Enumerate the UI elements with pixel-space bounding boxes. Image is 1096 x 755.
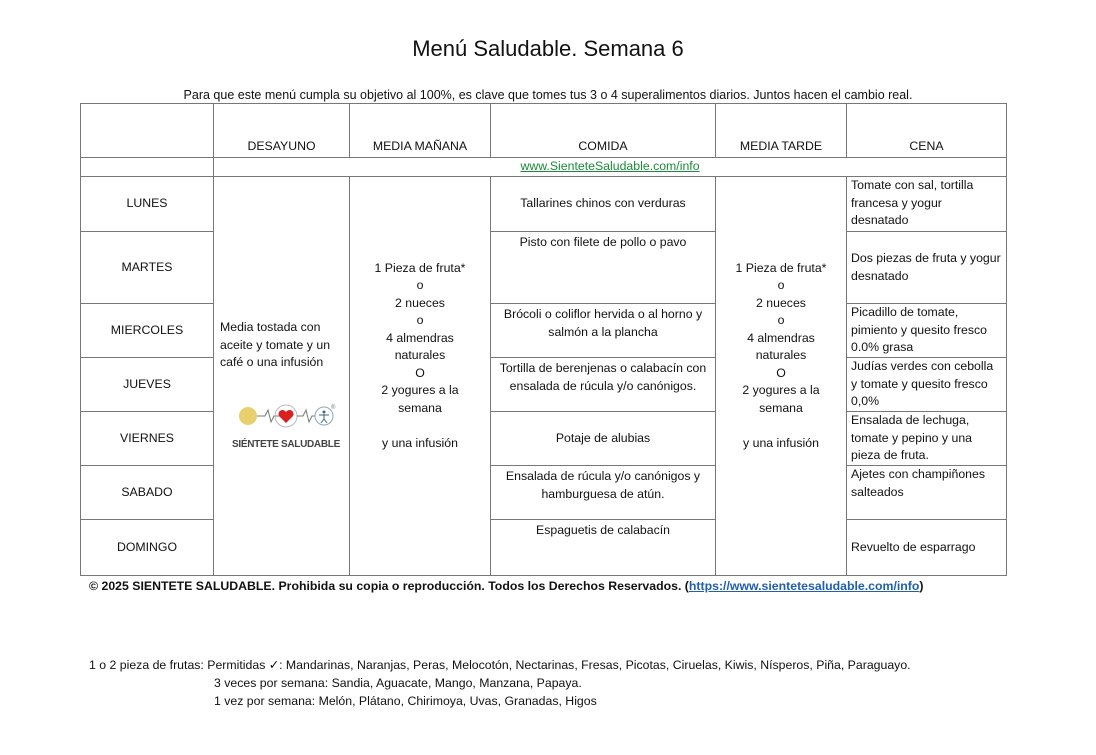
- cena-sabado: Ajetes con champiñones salteados: [846, 465, 1007, 520]
- snack-line: O: [776, 365, 786, 380]
- fruit-note-1: 1 o 2 pieza de frutas: Permitidas ✓: Mandarinas, Naranjas, Peras, Melocotón, Nectarinas, Fresas, Picotas, Ciruelas, Kiwis, Nísperos, Piña, Paraguayo.: [89, 658, 911, 672]
- cena-miercoles: Picadillo de tomate, pimiento y quesito fresco 0.0% grasa: [846, 303, 1007, 358]
- footer-close: ): [919, 579, 924, 593]
- day-martes: MARTES: [80, 231, 214, 304]
- comida-domingo: Espaguetis de calabacín: [490, 519, 716, 576]
- snack-line: o: [777, 278, 785, 292]
- link-row: [213, 157, 1007, 177]
- logo-text: SIÉNTETE SALUDABLE: [232, 439, 340, 450]
- comida-jueves: Tortilla de berenjenas o calabacín con ensalada de rúcula y/o canónigos.: [490, 357, 716, 412]
- day-viernes: VIERNES: [80, 411, 214, 466]
- cena-jueves: Judías verdes con cebolla y tomate y quesito fresco 0,0%: [846, 357, 1007, 412]
- svg-text:®: ®: [331, 404, 336, 411]
- corner-cell: [80, 103, 214, 158]
- cena-lunes: Tomate con sal, tortilla francesa y yogur desnatado: [846, 176, 1007, 232]
- fruit-note-2: 3 veces por semana: Sandia, Aguacate, Mango, Manzana, Papaya.: [214, 676, 582, 690]
- fruit-note-3: 1 vez por semana: Melón, Plátano, Chirimoya, Uvas, Granadas, Higos: [214, 694, 597, 708]
- snack-line: o: [416, 313, 424, 327]
- snack-line: 1 Pieza de fruta*: [374, 260, 466, 275]
- comida-martes: Pisto con filete de pollo o pavo: [490, 231, 716, 304]
- snack-line: y una infusión: [382, 436, 458, 450]
- media-manana-text: [375, 260, 466, 453]
- media-tarde-cell: [715, 176, 847, 576]
- snack-line: 4 almendras naturales: [747, 330, 815, 362]
- page-title: Menú Saludable. Semana 6: [412, 36, 684, 61]
- header-desayuno: DESAYUNO: [213, 103, 350, 158]
- snack-line: 2 nueces: [395, 295, 445, 310]
- website-link[interactable]: www.SienteteSaludable.com/info: [520, 159, 700, 174]
- footer-link[interactable]: https://www.sientetesaludable.com/info: [688, 579, 920, 593]
- media-manana-cell: [349, 176, 491, 576]
- copyright-footer: [89, 579, 924, 593]
- day-jueves: JUEVES: [80, 357, 214, 412]
- snack-line: 2 yogures a la semana: [742, 383, 820, 415]
- logo-icon: [236, 404, 336, 428]
- media-tarde-text: [736, 260, 827, 453]
- snack-line: o: [777, 313, 785, 327]
- header-media-tarde: MEDIA TARDE: [715, 103, 847, 158]
- comida-sabado: Ensalada de rúcula y/o canónigos y hamburguesa de atún.: [490, 465, 716, 520]
- comida-lunes: Tallarines chinos con verduras: [490, 176, 716, 232]
- day-domingo: DOMINGO: [80, 519, 214, 576]
- day-sabado: SABADO: [80, 465, 214, 520]
- cena-domingo: Revuelto de esparrago: [846, 519, 1007, 576]
- snack-line: o: [416, 278, 424, 292]
- desayuno-text: Media tostada con aceite y tomate y un café o una infusión: [220, 320, 331, 369]
- desayuno-cell: [213, 176, 350, 576]
- snack-line: O: [415, 365, 425, 380]
- day-miercoles: MIERCOLES: [80, 303, 214, 358]
- comida-miercoles: Brócoli o coliflor hervida o al horno y salmón a la plancha: [490, 303, 716, 358]
- header-comida: COMIDA: [490, 103, 716, 158]
- snack-line: y una infusión: [743, 436, 819, 450]
- snack-line: 2 nueces: [756, 295, 806, 310]
- snack-line: 1 Pieza de fruta*: [735, 260, 827, 275]
- comida-viernes: Potaje de alubias: [490, 411, 716, 466]
- cena-martes: Dos piezas de fruta y yogur desnatado: [846, 231, 1007, 304]
- footer-text: © 2025 SIENTETE SALUDABLE. Prohibida su copia o reproducción. Todos los Derechos Reservados. (: [89, 579, 689, 593]
- cena-viernes: Ensalada de lechuga, tomate y pepino y una pieza de fruta.: [846, 411, 1007, 466]
- header-media-manana: MEDIA MAÑANA: [349, 103, 491, 158]
- logo: [232, 404, 340, 454]
- day-lunes: LUNES: [80, 176, 214, 232]
- header-cena: CENA: [846, 103, 1007, 158]
- blank-cell: [80, 157, 214, 177]
- snack-line: 2 yogures a la semana: [381, 383, 459, 415]
- subtitle: Para que este menú cumpla su objetivo al 100%, es clave que tomes tus 3 o 4 superalimentos diarios. Juntos hacen el cambio real.: [183, 88, 913, 102]
- snack-line: 4 almendras naturales: [386, 330, 454, 362]
